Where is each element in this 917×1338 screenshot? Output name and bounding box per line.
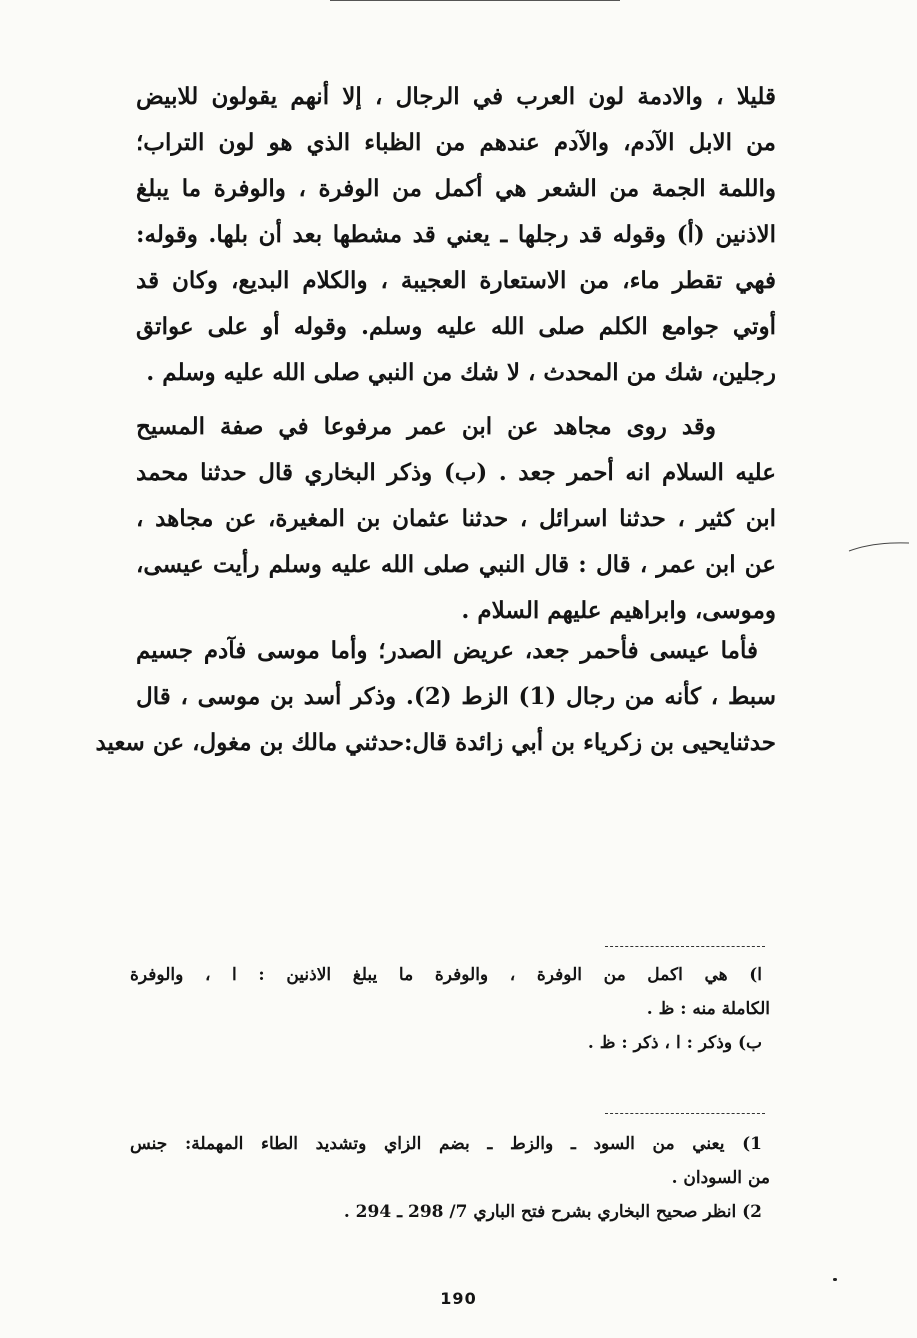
text-line: وقد روى مجاهد عن ابن عمر مرفوعا في صفة المسيح xyxy=(136,413,716,440)
text-line: عن ابن عمر ، قال : قال النبي صلى الله عليه وسلم رأيت عيسى، xyxy=(136,551,776,578)
text-line: ابن كثير ، حدثنا اسرائل ، حدثنا عثمان بن المغيرة، عن مجاهد ، xyxy=(136,505,776,532)
text-line: قليلا ، والادمة لون العرب في الرجال ، إلا أنهم يقولون للابيض xyxy=(136,83,776,110)
text-line: الاذنين (أ) وقوله قد رجلها ـ يعني قد مشطها بعد أن بلها. وقوله: xyxy=(136,221,776,248)
footnote-separator-rule xyxy=(605,1113,765,1114)
text-line: أوتي جوامع الكلم صلى الله عليه وسلم. وقوله أو على عواتق xyxy=(136,313,776,340)
paragraph-2 xyxy=(136,404,776,634)
footnote-line: الكاملة منه : ظ . xyxy=(646,999,770,1019)
text-line: رجلين، شك من المحدث ، لا شك من النبي صلى الله عليه وسلم . xyxy=(146,359,776,386)
margin-pen-mark xyxy=(847,540,911,554)
text-line: واللمة الجمة من الشعر هي أكمل من الوفرة ، والوفرة ما يبلغ xyxy=(136,175,776,202)
top-edge-rule xyxy=(330,0,620,1)
footnote-separator-rule xyxy=(605,946,765,947)
footnotes-notes xyxy=(130,1127,770,1229)
text-line: عليه السلام انه أحمر جعد . (ب) وذكر البخاري قال حدثنا محمد xyxy=(136,459,776,486)
footnote-line: 1) يعني من السود ـ والزط ـ بضم الزاي وتشديد الطاء المهملة: جنس xyxy=(130,1134,762,1154)
footnote-line: ب) وذكر : ا ، ذكر : ظ . xyxy=(587,1033,762,1053)
text-line: فهي تقطر ماء، من الاستعارة العجيبة ، والكلام البديع، وكان قد xyxy=(136,267,776,294)
paragraph-3 xyxy=(95,628,776,766)
paragraph-1 xyxy=(136,74,776,396)
page-number: 190 xyxy=(440,1289,477,1308)
text-line: وموسى، وابراهيم عليهم السلام . xyxy=(461,597,776,624)
footnotes-variants xyxy=(130,958,770,1060)
text-line: فأما عيسى فأحمر جعد، عريض الصدر؛ وأما موسى فآدم جسيم xyxy=(136,637,758,664)
text-line: حدثنايحيى بن زكرياء بن أبي زائدة قال:حدثني مالك بن مغول، عن سعيد xyxy=(95,729,776,756)
text-line: سبط ، كأنه من رجال (1) الزط (2). وذكر أسد بن موسى ، قال xyxy=(136,683,776,710)
footnote-line: 2) انظر صحيح البخاري بشرح فتح الباري 7/ 298 ـ 294 . xyxy=(343,1202,762,1222)
footnote-line: من السودان . xyxy=(671,1168,770,1188)
footnote-line: ا) هي اكمل من الوفرة ، والوفرة ما يبلغ الاذنين : ا ، والوفرة xyxy=(130,965,762,985)
ink-speck xyxy=(833,1278,837,1281)
text-line: من الابل الآدم، والآدم عندهم من الظباء الذي هو لون التراب؛ xyxy=(136,129,776,156)
